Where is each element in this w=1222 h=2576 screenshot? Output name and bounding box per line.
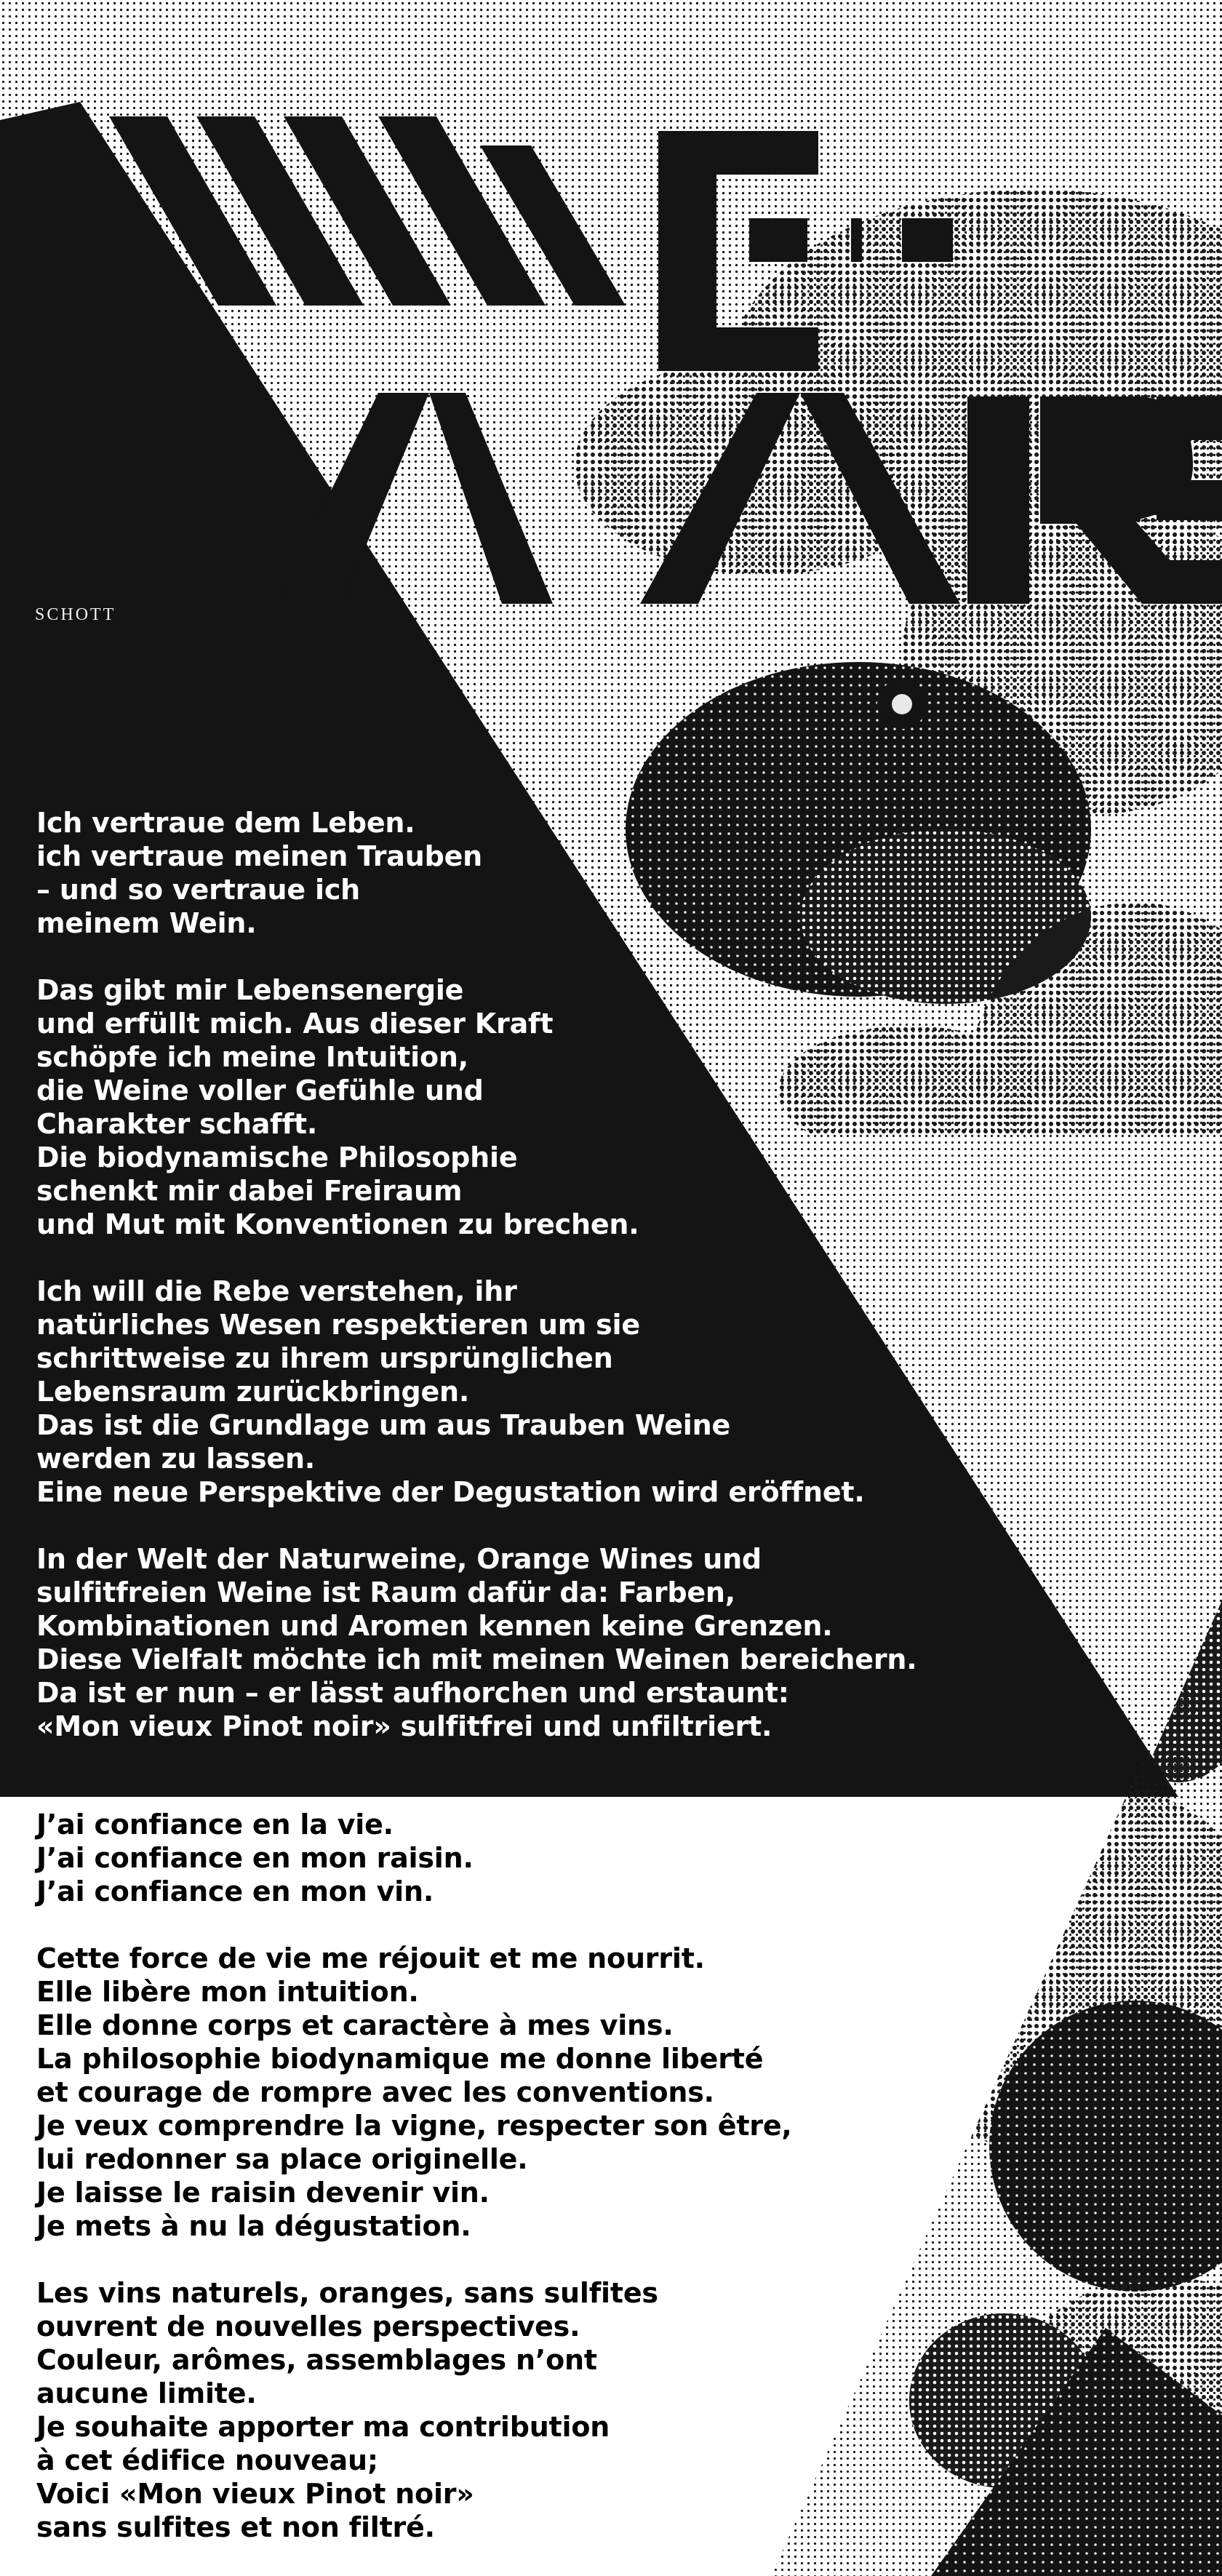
french-text: J’ai confiance en la vie. J’ai confiance en mon raisin. J’ai confiance en mon vin. Cette force de vie me réjouit et me nourrit. Elle libère mon intuition. Elle donne corps et caractère à mes vins. La philosophie biodynamique me donne liberté et courage de rompre avec les conventions. Je veux comprendre la vigne, respecter son être, lui redonner sa place originelle. Je laisse le raisin devenir vin. Je mets à nu la dégustation. Les vins naturels, oranges, sans sulfites ouvrent de nouvelles perspectives. Couleur, arômes, assemblages n’ont aucune limite. Je souhaite apporter ma contribution à cet édifice nouveau; Voici «Mon vieux Pinot noir» sans sulfites et non filtré. xyxy=(36,1809,792,2543)
german-text: Ich vertraue dem Leben. ich vertraue meinen Trauben – und so vertraue ich meinem Wein. Das gibt mir Lebensenergie und erfüllt mich. Aus dieser Kraft schöpfe ich meine Intuition, die Weine voller Gefühle und Charakter schafft. Die biodynamische Philosophie schenkt mir dabei Freiraum und Mut mit Konventionen zu brechen. Ich will die Rebe verstehen, ihr natürliches Wesen respektieren um sie schrittweise zu ihrem ursprünglichen Lebensraum zurückbringen. Das ist die Grundlage um aus Trauben Weine werden zu lassen. Eine neue Perspektive der Degustation wird eröffnet. In der Welt der Naturweine, Orange Wines und sulfitfreien Weine ist Raum dafür da: Farben, Kombinationen und Aromen kennen keine Grenzen. Diese Vielfalt möchte ich mit meinen Weinen bereichern. Da ist er nun – er lässt aufhorchen und erstaunt: «Mon vieux Pinot noir» sulfitfrei und unfiltriert. xyxy=(36,807,917,1742)
brand-label: SCHOTT xyxy=(35,605,116,624)
